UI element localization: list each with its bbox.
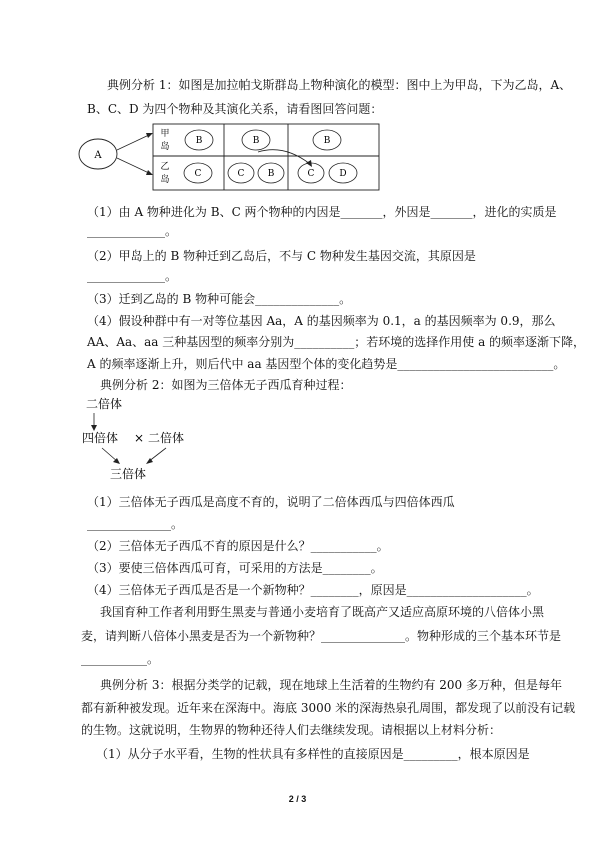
question-line: A 的频率逐渐上升，则后代中 aa 基因型个体的变化趋势是__________________________。 (87, 357, 566, 371)
island-yi-label: 岛 (160, 175, 170, 185)
species-c-label: C (194, 169, 202, 179)
question-line: （1）三倍体无子西瓜是高度不育的，说明了二倍体西瓜与四倍体西瓜 (87, 495, 455, 509)
tetraploid-label: 四倍体 (82, 431, 119, 445)
island-grid (153, 124, 379, 190)
species-b-label: B (252, 136, 260, 146)
text-line: 典例分析 1：如图是加拉帕戈斯群岛上物种演化的模型：图中上为甲岛，下为乙岛，A、 (107, 78, 572, 92)
question-line: （2）甲岛上的 B 物种迁到乙岛后，不与 C 物种发生基因交流，其原因是 (87, 249, 476, 263)
text-line: 麦，请判断八倍体小黑麦是否为一个新物种？______________。物种形成的三个基本环节是 (81, 629, 562, 643)
text-line: B、C、D 为四个物种及其演化关系，请看图回答问题： (87, 102, 383, 116)
species-evolution-diagram (78, 122, 380, 192)
question-line: （4）三倍体无子西瓜是否是一个新物种？________，原因是____________________。 (87, 583, 539, 597)
diploid-label: 二倍体 (86, 397, 123, 411)
question-line: （4）假设种群中有一对等位基因 Aa，A 的基因频率为 0.1，a 的基因频率为 0.9，那么 (87, 314, 556, 328)
diploid-label: 二倍体 (148, 431, 185, 445)
answer-blank: ______________。 (87, 517, 184, 531)
island-jia-label: 甲 (160, 129, 170, 139)
species-b-label: B (267, 169, 275, 179)
question-line: AA、Aa、aa 三种基因型的频率分别为__________；若环境的选择作用使 a 的频率逐渐下降， (87, 335, 586, 349)
triploid-breeding-diagram (82, 396, 232, 500)
island-yi-label: 乙 (160, 162, 170, 172)
text-line: 典例分析 2：如图为三倍体无子西瓜育种过程： (100, 378, 352, 392)
page-number: 2 / 3 (288, 794, 307, 804)
text-line: 都有新种被发现。近年来在深海中。海底 3000 米的深海热泉孔周围，都发现了以前没有记载 (81, 701, 576, 715)
question-line: （3）要使三倍体西瓜可育，可采用的方法是________。 (87, 561, 383, 575)
text-line: 典例分析 3：根据分类学的记载，现在地球上生活着的生物约有 200 多万种，但是每年 (100, 678, 562, 692)
triploid-label: 三倍体 (110, 467, 147, 481)
species-c-label: C (307, 169, 315, 179)
question-line: （1）由 A 物种进化为 B、C 两个物种的内因是_______，外因是_______，进化的实质是 (87, 205, 557, 219)
species-d-label: D (339, 169, 347, 179)
question-line: （3）迁到乙岛的 B 物种可能会______________。 (87, 292, 352, 306)
answer-blank: _____________。 (87, 224, 178, 238)
migration-arrow (258, 150, 310, 164)
answer-blank: _____________。 (87, 269, 178, 283)
question-line: （2）三倍体无子西瓜不育的原因是什么？___________。 (87, 539, 389, 553)
answer-blank: ___________。 (81, 652, 160, 666)
species-a-label: A (94, 150, 102, 161)
text-line: 我国育种工作者利用野生黑麦与普通小麦培育了既高产又适应高原环境的八倍体小黑 (100, 605, 545, 619)
cross-symbol: × (134, 431, 145, 445)
species-b-label: B (195, 136, 203, 146)
species-c-label: C (237, 169, 245, 179)
species-b-label: B (323, 136, 331, 146)
island-jia-label: 岛 (160, 142, 170, 152)
question-line: （1）从分子水平看，生物的性状具有多样性的直接原因是_________，根本原因是 (96, 747, 530, 761)
text-line: 的生物。这就说明，生物界的物种还待人们去继续发现。请根据以上材料分析： (81, 723, 502, 737)
